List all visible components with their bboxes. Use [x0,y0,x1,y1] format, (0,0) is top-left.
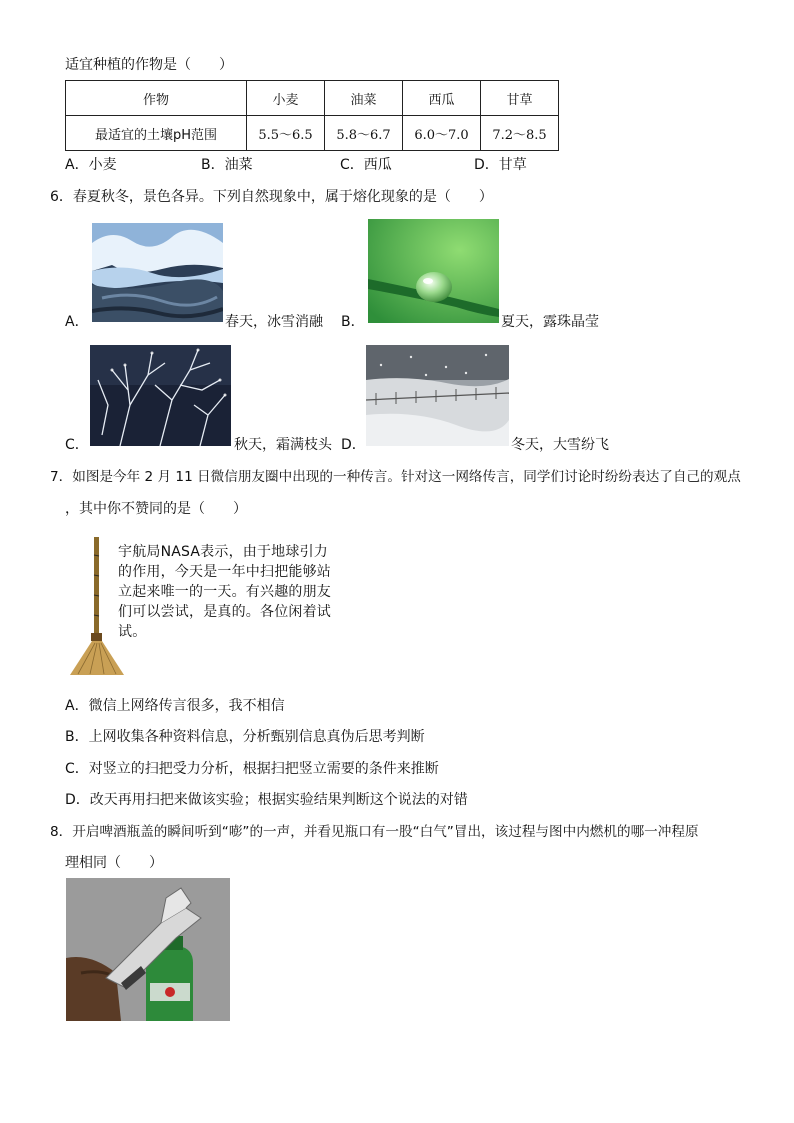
q7-option-d[interactable]: D．改天再用扫把来做该实验；根据实验结果判断这个说法的对错 [65,792,468,808]
q7-stem-line1: 7．如图是今年 2 月 11 日微信朋友圈中出现的一种传言。针对这一网络传言，同学们讨论时纷纷表达了自己的观点 [50,469,741,485]
bottle-opener-image [66,878,230,1021]
soil-ph-table [65,80,559,151]
table-header-cell: 甘草 [481,81,559,116]
q6-stem: 6．春夏秋冬，景色各异。下列自然现象中，属于熔化现象的是（ ） [50,189,493,205]
q6-option-d-letter[interactable]: D． [341,437,366,453]
q8-stem-line2: 理相同（ ） [65,855,163,871]
q5-option-a[interactable]: A．小麦 [65,157,117,173]
q8-stem-line1: 8．开启啤酒瓶盖的瞬间听到“嘭”的一声，并看见瓶口有一股“白气”冒出，该过程与图中内燃机的哪一冲程原 [50,824,699,840]
table-cell: 5.5～6.5 [247,116,325,151]
table-row-label: 最适宜的土壤pH范围 [66,116,247,151]
rumor-text: 宇航局NASA表示，由于地球引力的作用，今天是一年中扫把能够站立起来唯一的一天。有兴趣的朋友们可以尝试，是真的。各位闲着试试。 [118,544,331,640]
q6-option-c-letter[interactable]: C． [65,437,89,453]
q5-stem-tail: 适宜种植的作物是（ ） [65,57,233,73]
table-cell: 7.2～8.5 [481,116,559,151]
q6-option-a-caption: 春天，冰雪消融 [225,314,323,330]
q5-option-c[interactable]: C．西瓜 [340,157,392,173]
table-header-cell: 作物 [66,81,247,116]
q7-stem-line2: ，其中你不赞同的是（ ） [65,501,247,517]
q6-option-b-letter[interactable]: B． [341,314,365,330]
table-row [66,116,559,151]
q6-option-b-caption: 夏天，露珠晶莹 [501,314,599,330]
q6-option-d-caption: 冬天，大雪纷飞 [511,437,609,453]
melting-ice-image [92,223,223,322]
frost-branches-image [90,345,231,446]
q5-option-d[interactable]: D．甘草 [474,157,527,173]
q5-option-b[interactable]: B．油菜 [201,157,253,173]
table-cell: 6.0～7.0 [403,116,481,151]
dew-drop-image [368,219,499,323]
table-cell: 5.8～6.7 [325,116,403,151]
table-header-row [66,81,559,116]
q7-option-b[interactable]: B．上网收集各种资料信息，分析甄别信息真伪后思考判断 [65,729,425,745]
table-header-cell: 小麦 [247,81,325,116]
table-header-cell: 西瓜 [403,81,481,116]
q6-option-a-letter[interactable]: A． [65,314,89,330]
q7-option-c[interactable]: C．对竖立的扫把受力分析，根据扫把竖立需要的条件来推断 [65,761,439,777]
table-header-cell: 油菜 [325,81,403,116]
snowfall-image [366,345,509,446]
q7-option-a[interactable]: A．微信上网络传言很多，我不相信 [65,698,285,714]
q6-option-c-caption: 秋天，霜满枝头 [234,437,332,453]
